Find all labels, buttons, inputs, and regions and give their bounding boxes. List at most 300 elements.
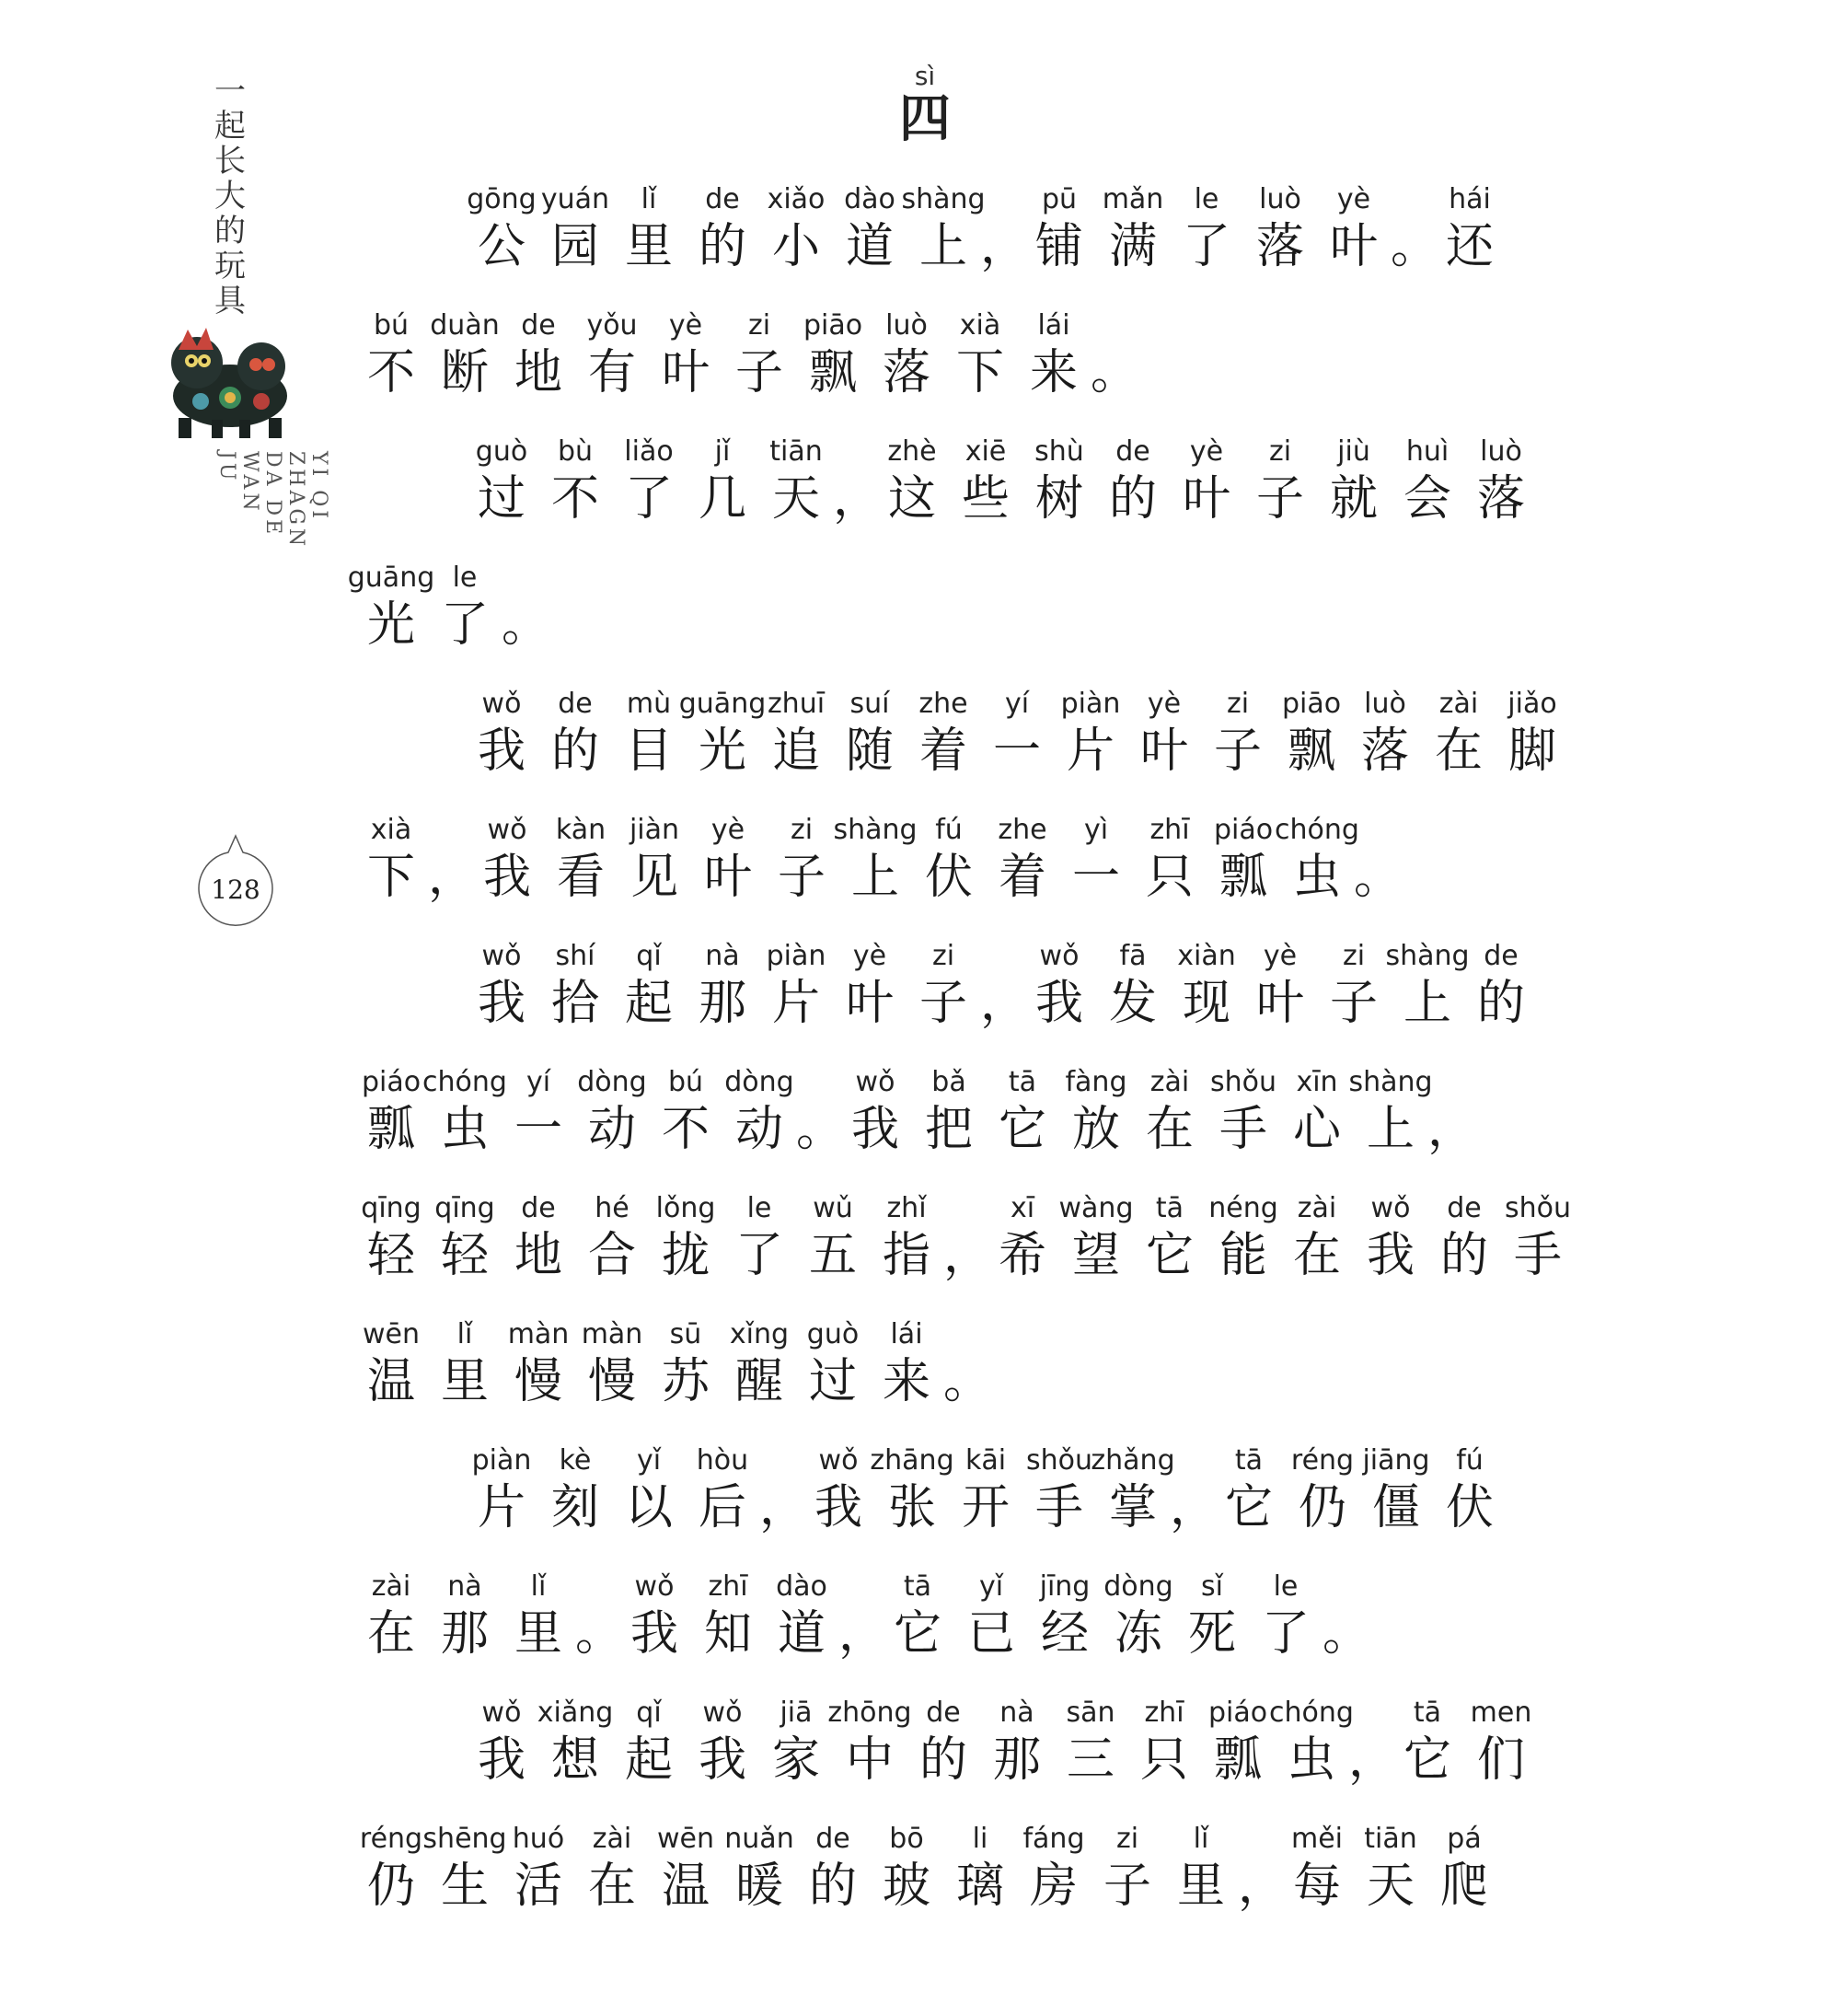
hanzi: 树 [1034, 471, 1083, 527]
pinyin: zi [747, 309, 771, 342]
hanzi: 上 [850, 850, 899, 905]
pinyin: jiù [1337, 435, 1370, 468]
ruby-unit [875, 436, 949, 525]
hanzi: 我 [698, 1732, 746, 1788]
pinyin: tā [1413, 1697, 1442, 1729]
hanzi: 的 [698, 219, 746, 274]
hanzi: 我 [850, 1102, 899, 1157]
pinyin: zi [1342, 940, 1366, 972]
pinyin: dòng [1103, 1570, 1173, 1603]
hanzi: 子 [1255, 471, 1304, 527]
ruby-unit [1207, 1067, 1280, 1155]
chapter-pinyin: sì [914, 61, 936, 91]
pinyin: yǐ [978, 1570, 1004, 1603]
hanzi: 我 [1366, 1228, 1415, 1283]
hanzi: 轻 [440, 1228, 489, 1283]
ruby-unit [470, 815, 544, 903]
ruby-unit [986, 1193, 1059, 1281]
punctuation: 。 [575, 1606, 624, 1662]
ruby-unit [686, 1445, 759, 1534]
pinyin: wǒ [855, 1066, 895, 1098]
hanzi: 五 [808, 1228, 857, 1283]
hanzi: 随 [845, 724, 894, 779]
hanzi: 片 [477, 1480, 526, 1535]
pinyin: de [1447, 1192, 1482, 1224]
hanzi: 里 [1176, 1859, 1225, 1914]
punctuation: ， [759, 1480, 808, 1535]
ruby-unit [686, 941, 759, 1029]
ruby-unit [1433, 1445, 1507, 1534]
text-line [354, 1193, 1575, 1281]
ruby-unit [722, 1824, 796, 1912]
ruby-unit [354, 1193, 428, 1281]
hanzi: 子 [918, 976, 967, 1031]
hanzi: 仍 [1298, 1480, 1346, 1535]
hanzi: 脚 [1507, 724, 1556, 779]
pinyin: lǒng [655, 1192, 716, 1224]
pinyin: tiān [769, 435, 823, 468]
hanzi: 子 [1213, 724, 1262, 779]
ruby-unit [502, 1319, 575, 1407]
hanzi: 不 [661, 1102, 710, 1157]
punctuation: 。 [943, 1354, 992, 1409]
ruby-unit [759, 689, 833, 777]
pinyin: huì [1405, 435, 1450, 468]
ruby-unit [502, 1067, 575, 1155]
pinyin: xǐng [729, 1318, 790, 1350]
hanzi: 它 [1224, 1480, 1273, 1535]
pinyin: zhǎng [1091, 1444, 1175, 1477]
hanzi: 冻 [1114, 1606, 1162, 1662]
ruby-unit [759, 436, 833, 525]
pinyin: zhǐ [886, 1192, 927, 1224]
punctuation: 。 [1391, 219, 1439, 274]
hanzi: 轻 [366, 1228, 415, 1283]
pinyin: de [558, 688, 593, 720]
pinyin: fú [935, 814, 963, 846]
hanzi: 着 [998, 850, 1046, 905]
pinyin: yè [1263, 940, 1298, 972]
pinyin: chóng [422, 1066, 507, 1098]
ruby-unit [502, 1824, 575, 1912]
pinyin: guāng [678, 688, 767, 720]
pinyin: jiǎo [1507, 688, 1557, 720]
ruby-unit [538, 184, 612, 272]
text-line [465, 184, 1507, 272]
hanzi: 目 [624, 724, 673, 779]
ruby-unit [722, 310, 796, 399]
pinyin: guò [475, 435, 528, 468]
hanzi: 知 [703, 1606, 752, 1662]
romanized-book-title: YI QI ZHAGN DA DE WAN JU [215, 451, 330, 550]
pinyin: qǐ [636, 940, 662, 972]
pinyin: wēn [362, 1318, 420, 1350]
hanzi: 光 [366, 597, 415, 653]
hanzi: 暖 [734, 1859, 783, 1914]
ruby-unit [649, 310, 722, 399]
hanzi: 醒 [734, 1354, 783, 1409]
ruby-unit [1102, 1571, 1175, 1660]
punctuation: 。 [502, 597, 550, 653]
ruby-unit [986, 1067, 1059, 1155]
text-line [354, 1318, 992, 1409]
ruby-unit [907, 941, 980, 1029]
pinyin: mù [626, 688, 672, 720]
pinyin: hái [1449, 183, 1491, 215]
ruby-unit [912, 1067, 986, 1155]
ruby-unit [686, 436, 759, 525]
ruby-unit [612, 184, 686, 272]
ruby-unit [943, 310, 1017, 399]
hanzi: 合 [587, 1228, 636, 1283]
punctuation: ， [833, 471, 882, 527]
hanzi: 铺 [1034, 219, 1083, 274]
ruby-unit [1348, 689, 1422, 777]
hanzi: 伏 [924, 850, 973, 905]
pinyin: pū [1041, 183, 1078, 215]
hanzi: 一 [514, 1102, 562, 1157]
hanzi: 叶 [1139, 724, 1188, 779]
hanzi: 天 [1366, 1859, 1415, 1914]
ruby-unit [1275, 689, 1348, 777]
hanzi: 我 [629, 1606, 678, 1662]
ruby-unit [1127, 1697, 1201, 1786]
pinyin: xiàn [1177, 940, 1236, 972]
hanzi: 道 [777, 1606, 826, 1662]
punctuation: ， [1238, 1859, 1287, 1914]
pinyin: huó [512, 1823, 565, 1855]
ruby-unit [802, 1445, 875, 1534]
hanzi: 不 [550, 471, 599, 527]
pinyin: nà [705, 940, 740, 972]
pinyin: tā [903, 1570, 932, 1603]
punctuation: ， [1348, 1732, 1397, 1788]
ruby-unit [354, 310, 428, 399]
pinyin: dào [776, 1570, 827, 1603]
hanzi: 飘 [808, 345, 857, 400]
text-line [354, 1066, 1476, 1157]
pinyin: shàng [1385, 940, 1470, 972]
hanzi: 伏 [1445, 1480, 1494, 1535]
punctuation: ， [980, 976, 1029, 1031]
hanzi: 只 [1145, 850, 1194, 905]
hanzi: 瓢 [1213, 1732, 1262, 1788]
hanzi: 掌 [1108, 1480, 1157, 1535]
ruby-unit [1427, 1824, 1501, 1912]
ruby-unit [1028, 1571, 1102, 1660]
hanzi: 上 [1403, 976, 1451, 1031]
hanzi: 地 [514, 1228, 562, 1283]
ruby-unit [1280, 1067, 1354, 1155]
hanzi: 虫 [1287, 1732, 1335, 1788]
ruby-unit [422, 1066, 507, 1157]
ruby-unit [1091, 1444, 1175, 1535]
hanzi: 想 [550, 1732, 599, 1788]
hanzi: 的 [1476, 976, 1525, 1031]
pinyin: wēn [656, 1823, 714, 1855]
ruby-unit [765, 815, 838, 903]
hanzi: 满 [1108, 219, 1157, 274]
hanzi: 里 [624, 219, 673, 274]
pinyin: chóng [1275, 814, 1359, 846]
hanzi: 片 [771, 976, 820, 1031]
ruby-unit [949, 436, 1022, 525]
hanzi: 的 [808, 1859, 857, 1914]
ruby-unit [686, 184, 759, 272]
hanzi: 见 [629, 850, 678, 905]
ruby-unit [833, 941, 907, 1029]
hanzi: 叶 [1182, 471, 1230, 527]
pinyin: shēng [422, 1823, 507, 1855]
ruby-unit [538, 436, 612, 525]
ruby-unit [759, 184, 833, 272]
hanzi: 光 [698, 724, 746, 779]
pinyin: zhuī [767, 688, 826, 720]
pinyin: zhāng [870, 1444, 954, 1477]
hanzi: 落 [882, 345, 930, 400]
ruby-unit [575, 310, 649, 399]
pinyin: zài [1149, 1066, 1190, 1098]
pinyin: fú [1456, 1444, 1484, 1477]
punctuation: 。 [1322, 1606, 1371, 1662]
ruby-unit [1359, 1445, 1433, 1534]
ruby-unit [575, 1193, 649, 1281]
pinyin: sū [669, 1318, 702, 1350]
pinyin: wǒ [818, 1444, 859, 1477]
hanzi: 手 [1034, 1480, 1083, 1535]
ruby-unit [428, 310, 502, 399]
pinyin: pá [1447, 1823, 1482, 1855]
hanzi: 落 [1360, 724, 1409, 779]
ruby-unit [538, 1697, 612, 1786]
pinyin: yǐ [636, 1444, 662, 1477]
hanzi: 有 [587, 345, 636, 400]
ruby-unit [912, 815, 986, 903]
ruby-unit [1022, 184, 1096, 272]
ruby-unit [907, 689, 980, 777]
ruby-unit [907, 1697, 980, 1786]
pinyin: chóng [1269, 1697, 1354, 1729]
hanzi: 温 [366, 1354, 415, 1409]
hanzi: 断 [440, 345, 489, 400]
hanzi: 玻 [882, 1859, 930, 1914]
pinyin: néng [1208, 1192, 1278, 1224]
ruby-unit [686, 1697, 759, 1786]
hanzi: 些 [961, 471, 1010, 527]
text-line [354, 1570, 1371, 1662]
pinyin: wǒ [481, 1697, 522, 1729]
ruby-unit [1433, 184, 1507, 272]
hanzi: 这 [887, 471, 936, 527]
pinyin: zhī [1149, 814, 1190, 846]
ruby-unit [881, 1571, 954, 1660]
hanzi: 拾 [550, 976, 599, 1031]
pinyin: xiǎo [767, 183, 826, 215]
ruby-unit [649, 1824, 722, 1912]
hanzi: 温 [661, 1859, 710, 1914]
pinyin: guò [806, 1318, 860, 1350]
ruby-unit [1243, 184, 1317, 272]
hanzi: 那 [440, 1606, 489, 1662]
ruby-unit [502, 1193, 575, 1281]
ruby-unit [465, 1445, 538, 1534]
pinyin: wǔ [813, 1192, 853, 1224]
ruby-unit [765, 1571, 838, 1660]
pinyin: yè [710, 814, 745, 846]
ruby-unit [1133, 815, 1207, 903]
hanzi: 活 [514, 1859, 562, 1914]
ruby-unit [1280, 1824, 1354, 1912]
ruby-unit [1391, 436, 1464, 525]
ruby-unit [827, 1697, 912, 1788]
ruby-unit [759, 1697, 833, 1786]
hanzi: 们 [1476, 1732, 1525, 1788]
pinyin: xià [959, 309, 1001, 342]
pinyin: wǒ [1039, 940, 1080, 972]
ruby-unit [870, 1193, 943, 1281]
hanzi: 它 [998, 1102, 1046, 1157]
ruby-unit [1348, 1066, 1433, 1157]
hanzi: 在 [1145, 1102, 1194, 1157]
ruby-unit [612, 436, 686, 525]
punctuation: ， [428, 850, 477, 905]
ruby-unit [943, 1824, 1017, 1912]
hanzi: 在 [587, 1859, 636, 1914]
ruby-unit [1022, 941, 1096, 1029]
text-line [465, 1697, 1538, 1786]
hanzi: 房 [1029, 1859, 1078, 1914]
pinyin: wàng [1058, 1192, 1134, 1224]
ruby-unit [722, 1067, 796, 1155]
hanzi: 三 [1066, 1732, 1115, 1788]
pinyin: sān [1066, 1697, 1115, 1729]
pinyin: wǒ [481, 940, 522, 972]
ruby-unit [1422, 689, 1496, 777]
ruby-unit [1170, 436, 1243, 525]
pinyin: shàng [833, 814, 918, 846]
hanzi: 下 [366, 850, 415, 905]
ruby-unit [575, 1319, 649, 1407]
ruby-unit [465, 184, 538, 272]
pinyin: bù [557, 435, 594, 468]
ruby-unit [833, 689, 907, 777]
pinyin: tā [1008, 1066, 1037, 1098]
ruby-unit [796, 310, 870, 399]
ruby-unit [618, 815, 691, 903]
pinyin: bō [889, 1823, 924, 1855]
ruby-unit [465, 689, 538, 777]
pinyin: zhōng [827, 1697, 912, 1729]
hanzi: 小 [771, 219, 820, 274]
hanzi: 在 [366, 1606, 415, 1662]
pinyin: měi [1290, 1823, 1343, 1855]
pinyin: hé [595, 1192, 629, 1224]
pinyin: lǐ [530, 1570, 547, 1603]
ruby-unit [1427, 1193, 1501, 1281]
hanzi: 经 [1040, 1606, 1089, 1662]
pinyin: kāi [964, 1444, 1007, 1477]
ruby-unit [691, 1571, 765, 1660]
pinyin: fáng [1022, 1823, 1085, 1855]
pinyin: màn [581, 1318, 643, 1350]
pinyin: luò [1364, 688, 1406, 720]
ruby-unit [1096, 436, 1170, 525]
pinyin: zhe [918, 688, 968, 720]
hanzi: 了 [734, 1228, 783, 1283]
hanzi: 能 [1219, 1228, 1267, 1283]
ruby-unit [538, 689, 612, 777]
hanzi: 下 [955, 345, 1004, 400]
hanzi: 还 [1445, 219, 1494, 274]
ruby-unit [1464, 1697, 1538, 1786]
ruby-unit [980, 689, 1054, 777]
punctuation: ， [1427, 1102, 1476, 1157]
ruby-unit [1201, 1697, 1275, 1786]
pinyin: de [1115, 435, 1150, 468]
hanzi: 落 [1255, 219, 1304, 274]
hanzi: 仍 [366, 1859, 415, 1914]
hanzi: 在 [1292, 1228, 1341, 1283]
ruby-unit [465, 436, 538, 525]
ruby-unit [1243, 436, 1317, 525]
hanzi: 地 [514, 345, 562, 400]
ruby-unit [1385, 940, 1470, 1031]
hanzi: 园 [550, 219, 599, 274]
pinyin: shí [555, 940, 595, 972]
hanzi: 它 [1403, 1732, 1451, 1788]
pinyin: wǒ [634, 1570, 675, 1603]
book-title-vertical [210, 74, 250, 319]
hanzi: 它 [1145, 1228, 1194, 1283]
ruby-unit [1249, 1571, 1322, 1660]
ruby-unit [1175, 1571, 1249, 1660]
ruby-unit [465, 1697, 538, 1786]
hanzi: 在 [1434, 724, 1483, 779]
text-line [465, 436, 1538, 525]
ruby-unit [428, 1319, 502, 1407]
pinyin: zi [1226, 688, 1250, 720]
ruby-unit [1391, 1697, 1464, 1786]
hanzi: 后 [698, 1480, 746, 1535]
pinyin: dòng [577, 1066, 647, 1098]
text-line [354, 309, 1139, 400]
pinyin: lǐ [1193, 1823, 1209, 1855]
ruby-unit [428, 1571, 502, 1660]
pinyin: yè [852, 940, 887, 972]
pinyin: kè [559, 1444, 592, 1477]
ruby-unit [1317, 184, 1391, 272]
hanzi: 慢 [587, 1354, 636, 1409]
hanzi: 就 [1329, 471, 1378, 527]
ruby-unit [1317, 941, 1391, 1029]
pinyin: de [705, 183, 740, 215]
hanzi: 我 [1034, 976, 1083, 1031]
ruby-unit [1269, 1697, 1354, 1788]
hanzi: 片 [1066, 724, 1115, 779]
book-title-char: 起 [214, 108, 246, 145]
hanzi: 瓢 [366, 1102, 415, 1157]
hanzi: 来 [882, 1354, 930, 1409]
pinyin: yè [1147, 688, 1182, 720]
hanzi: 我 [814, 1480, 862, 1535]
book-title-char: 玩 [214, 248, 246, 284]
ruby-unit [347, 562, 435, 653]
pinyin: zài [592, 1823, 632, 1855]
pinyin: mǎn [1102, 183, 1164, 215]
ruby-unit [544, 815, 618, 903]
ruby-unit [1464, 436, 1538, 525]
hanzi: 开 [961, 1480, 1010, 1535]
